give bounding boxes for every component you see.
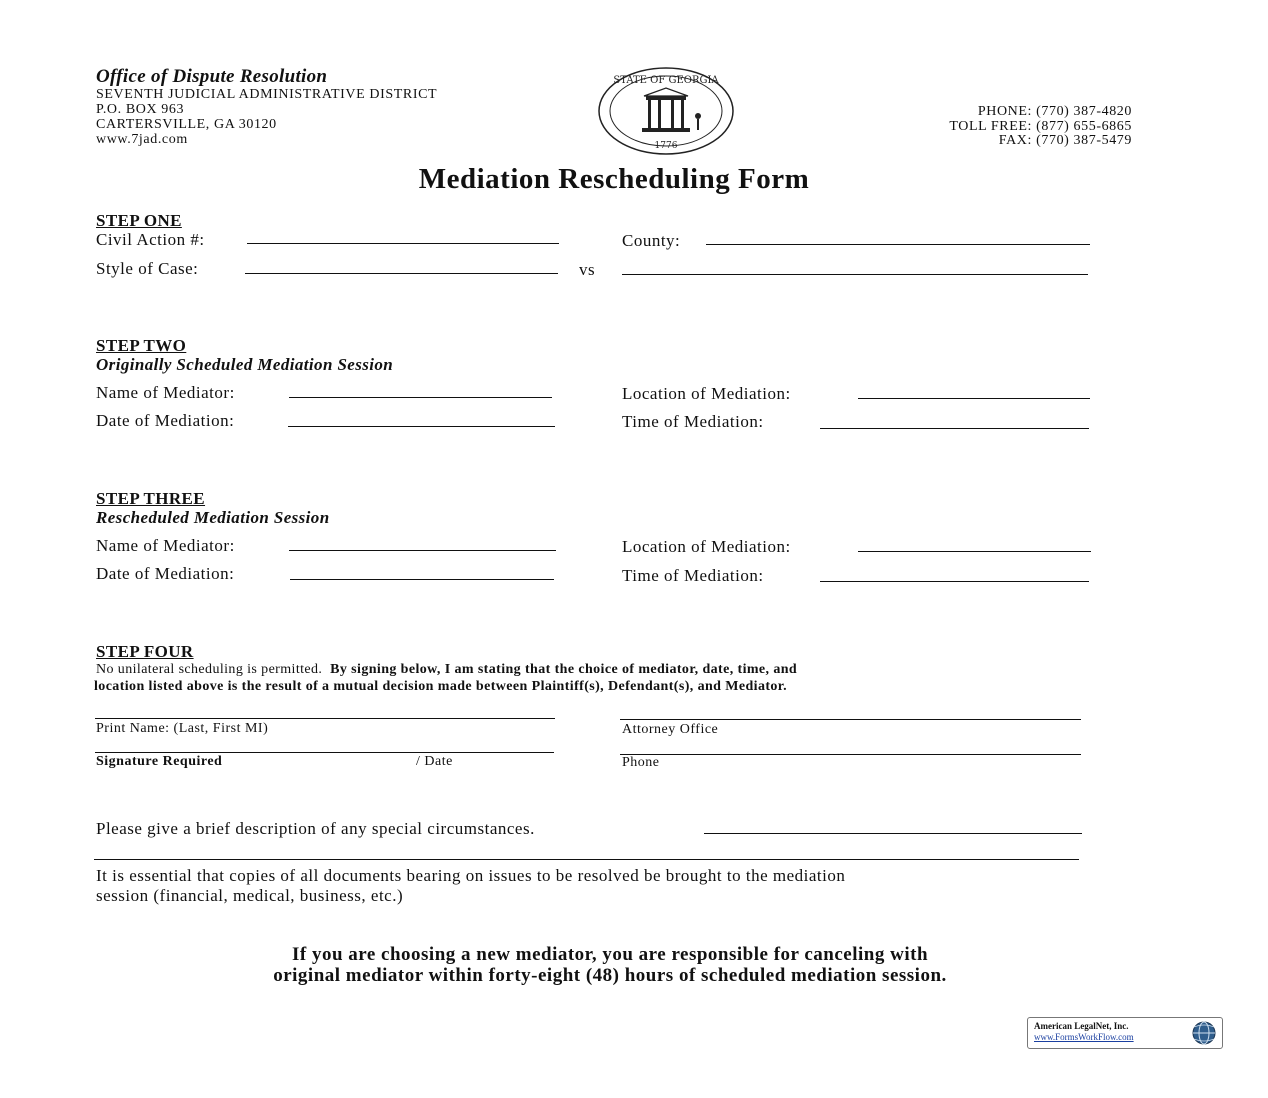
signature-date-label: / Date	[416, 754, 453, 769]
footer-company-name: American LegalNet, Inc.	[1034, 1021, 1129, 1031]
phone-field[interactable]	[620, 754, 1081, 755]
print-name-label: Print Name: (Last, First MI)	[96, 721, 269, 736]
signature-label: Signature Required	[96, 754, 223, 769]
form-title: Mediation Rescheduling Form	[418, 163, 810, 195]
documents-note-line-2: session (financial, medical, business, etc.)	[96, 886, 404, 905]
civil-action-label: Civil Action #:	[96, 230, 205, 249]
consent-notice-plain: No unilateral scheduling is permitted.	[96, 662, 323, 677]
new-date-label: Date of Mediation:	[96, 564, 235, 583]
documents-note-line-1: It is essential that copies of all documents bearing on issues to be resolved be brought to the mediation	[96, 866, 846, 885]
county-field[interactable]	[706, 244, 1090, 245]
new-location-field[interactable]	[858, 551, 1091, 552]
step-three-subheading: Rescheduled Mediation Session	[96, 508, 330, 527]
original-mediator-name-field[interactable]	[289, 397, 552, 398]
step-two-subheading: Originally Scheduled Mediation Session	[96, 355, 394, 374]
special-circumstances-label: Please give a brief description of any special circumstances.	[96, 819, 535, 838]
american-legalnet-logo[interactable]	[1027, 1017, 1223, 1049]
step-three-heading: STEP THREE	[96, 489, 206, 508]
new-time-field[interactable]	[820, 581, 1089, 582]
district-name: SEVENTH JUDICIAL ADMINISTRATIVE DISTRICT	[96, 87, 438, 102]
office-title: Office of Dispute Resolution	[96, 66, 328, 87]
globe-icon	[1190, 1020, 1218, 1046]
cancellation-warning-line-2: original mediator within forty-eight (48) hours of scheduled mediation session.	[273, 965, 947, 986]
style-of-case-plaintiff-field[interactable]	[245, 273, 558, 274]
original-location-field[interactable]	[858, 398, 1090, 399]
toll-free-number: TOLL FREE: (877) 655-6865	[949, 119, 1132, 134]
po-box: P.O. BOX 963	[96, 102, 185, 117]
consent-notice-line-1	[96, 662, 797, 678]
step-one-heading: STEP ONE	[96, 211, 182, 230]
attorney-office-label: Attorney Office	[622, 722, 719, 737]
fax-number: FAX: (770) 387-5479	[998, 133, 1132, 148]
seal-text: STATE OF GEORGIA	[613, 75, 719, 86]
new-mediator-name-label: Name of Mediator:	[96, 536, 235, 555]
new-date-field[interactable]	[290, 579, 554, 580]
style-of-case-defendant-field[interactable]	[622, 274, 1088, 275]
original-mediator-name-label: Name of Mediator:	[96, 383, 235, 402]
original-date-field[interactable]	[288, 426, 555, 427]
special-circumstances-field-line-2[interactable]	[94, 859, 1079, 860]
phone-number: PHONE: (770) 387-4820	[977, 104, 1132, 119]
step-four-heading: STEP FOUR	[96, 642, 194, 661]
style-of-case-label: Style of Case:	[96, 259, 199, 278]
county-label: County:	[622, 231, 681, 250]
footer-url-link[interactable]: www.FormsWorkFlow.com	[1034, 1032, 1134, 1042]
new-location-label: Location of Mediation:	[622, 537, 791, 556]
print-name-field[interactable]	[95, 718, 555, 719]
versus-label: vs	[579, 260, 596, 279]
consent-notice-bold: By signing below, I am stating that the choice of mediator, date, time, and	[330, 662, 798, 677]
cancellation-warning-line-1: If you are choosing a new mediator, you are responsible for canceling with	[291, 944, 929, 965]
georgia-state-seal-icon	[596, 66, 736, 156]
special-circumstances-field[interactable]	[704, 833, 1082, 834]
original-time-label: Time of Mediation:	[622, 412, 764, 431]
seal-year: 1776	[654, 141, 678, 151]
phone-label: Phone	[622, 755, 660, 770]
city-address: CARTERSVILLE, GA 30120	[96, 117, 277, 132]
attorney-office-field[interactable]	[620, 719, 1081, 720]
consent-notice-line-2: location listed above is the result of a mutual decision made between Plaintiff(s), Defendant(s), and Mediator.	[94, 679, 788, 694]
website-link[interactable]: www.7jad.com	[96, 132, 188, 147]
original-location-label: Location of Mediation:	[622, 384, 791, 403]
original-date-label: Date of Mediation:	[96, 411, 235, 430]
civil-action-field[interactable]	[247, 243, 559, 244]
step-two-heading: STEP TWO	[96, 336, 187, 355]
new-time-label: Time of Mediation:	[622, 566, 764, 585]
signature-field[interactable]	[95, 752, 554, 753]
new-mediator-name-field[interactable]	[289, 550, 556, 551]
original-time-field[interactable]	[820, 428, 1089, 429]
